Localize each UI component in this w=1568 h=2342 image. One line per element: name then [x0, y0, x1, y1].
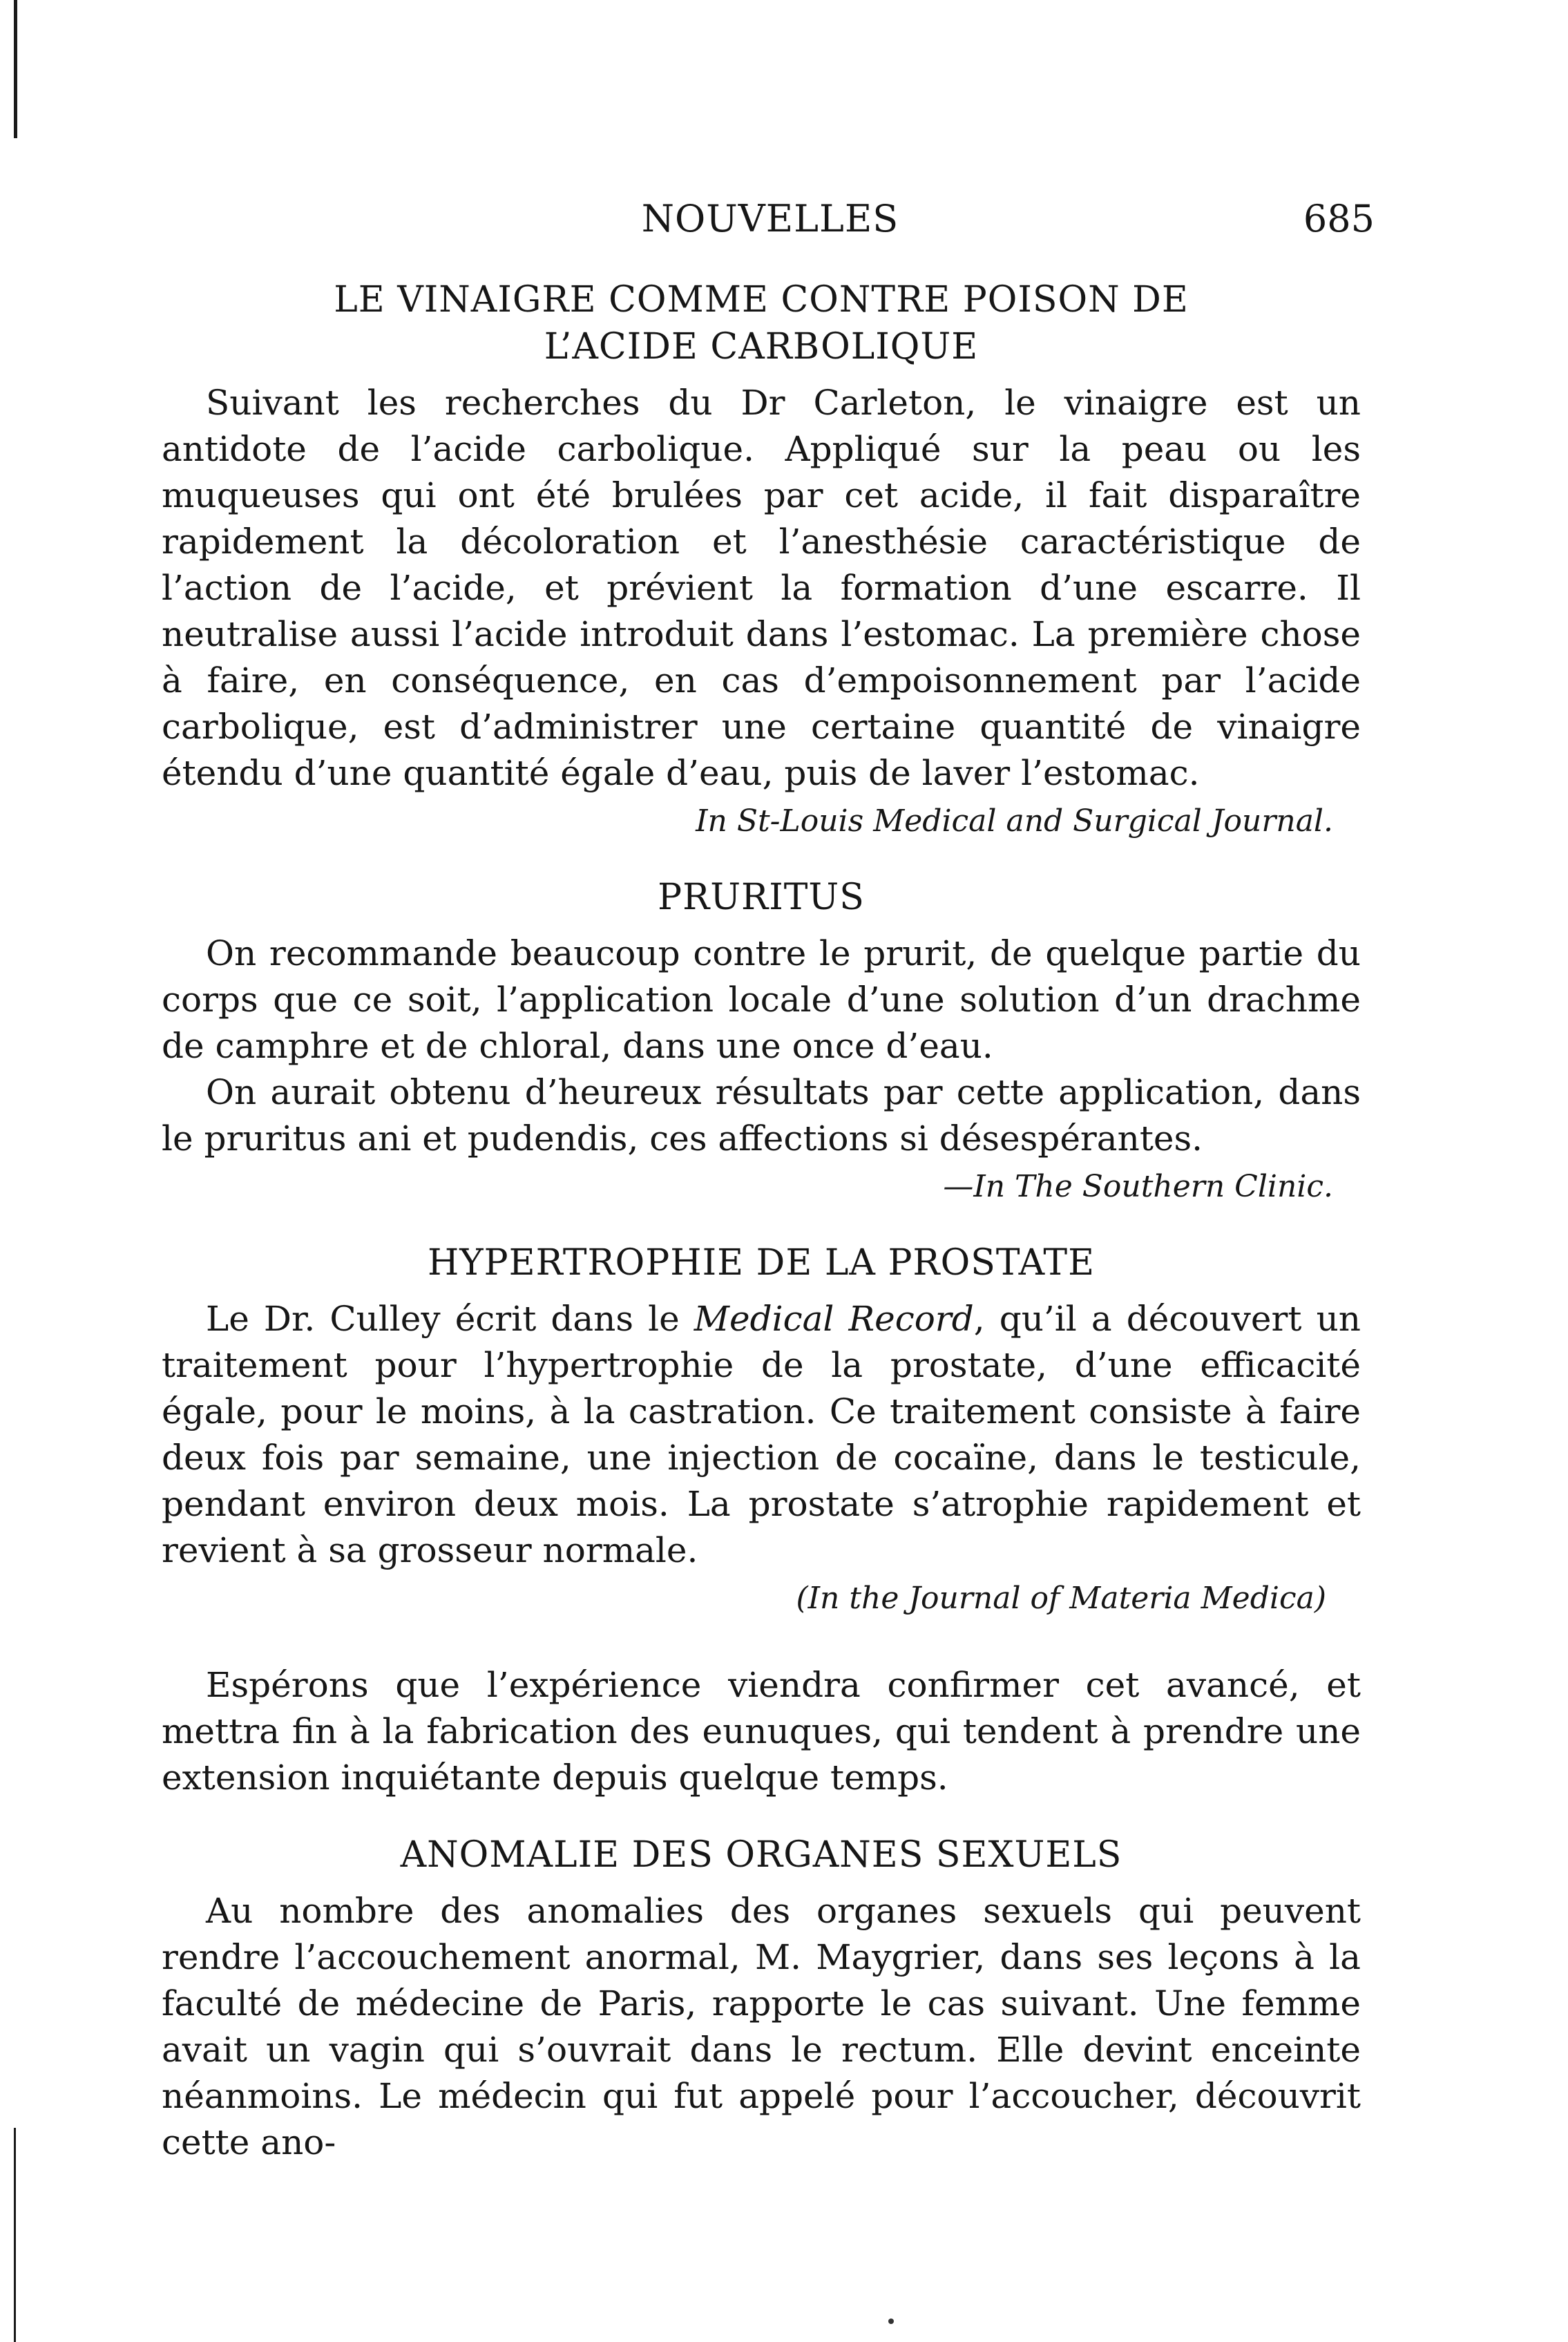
page-content — [162, 276, 1361, 2166]
article-source: (In the Journal of Materia Medica) — [796, 1581, 1326, 1616]
article-title-line-2: L’ACIDE CARBOLIQUE — [544, 326, 979, 368]
article-paragraph: Suivant les recherches du Dr Carleton, le vinaigre est un antidote de l’acide carbolique. Appliqué sur la peau ou les muqueuses qui ont été brulées par cet acide, il fait disparaître rapidement la décoloration et l’anesthésie caractéristique de l’action de l’acide, et prévient la formation d’une escarre. Il neutralise aussi l’acide introduit dans l’estomac. La première chose à faire, en conséquence, en cas d’empoisonnement par l’acide carbolique, est d’administrer une certaine quantité de vinaigre étendu d’une quantité égale d’eau, puis de laver l’estomac. — [162, 383, 1361, 793]
para-text: , qu’il a découvert un traitement pour l’hypertrophie de la prostate, d’une efficacité égale, pour le moins, à la castration. Ce traitement consiste à faire deux fois par semaine, une injection de cocaïne, dans le testicule, pendant environ deux mois. La prostate s’atrophie rapidement et revient à sa grosseur normale. — [162, 1299, 1361, 1570]
article-pruritus — [162, 874, 1361, 1209]
editorial-comment: Espérons que l’expérience viendra confirmer cet avancé, et mettra fin à la fabrication des eunuques, qui tendent à prendre une extension inquiétante depuis quelque temps. — [162, 1665, 1361, 1798]
article-source: —In The Southern Clinic. — [943, 1169, 1333, 1204]
article-paragraph — [162, 1296, 1361, 1574]
journal-name: Medical Record — [694, 1299, 974, 1339]
article-title: ANOMALIE DES ORGANES SEXUELS — [400, 1834, 1122, 1876]
article-prostate — [162, 1239, 1361, 1801]
running-head-title: NOUVELLES — [641, 197, 899, 240]
article-title — [162, 276, 1361, 370]
print-speck — [888, 2319, 894, 2324]
article-paragraph: On recommande beaucoup contre le prurit, de quelque partie du corps que ce soit, l’application locale d’une solution d’un drachme de camphre et de chloral, dans une once d’eau. — [162, 933, 1361, 1066]
article-title: PRURITUS — [658, 877, 865, 918]
article-title: HYPERTROPHIE DE LA PROSTATE — [427, 1242, 1096, 1284]
binding-edge-top — [14, 0, 17, 138]
article-paragraph: On aurait obtenu d’heureux résultats par cette application, dans le pruritus ani et pudendis, ces affections si désespérantes. — [162, 1072, 1361, 1159]
article-source: In St-Louis Medical and Surgical Journal. — [696, 803, 1333, 839]
article-anomalie — [162, 1831, 1361, 2166]
article-title-line-1: LE VINAIGRE COMME CONTRE POISON DE — [334, 279, 1189, 321]
page-number: 685 — [1303, 197, 1375, 240]
binding-edge-bottom — [14, 2128, 16, 2342]
article-paragraph: Au nombre des anomalies des organes sexuels qui peuvent rendre l’accouchement anormal, M. Maygrier, dans ses leçons à la faculté de médecine de Paris, rapporte le cas suivant. Une femme avait un vagin qui s’ouvrait dans le rectum. Elle devint enceinte néanmoins. Le médecin qui fut appelé pour l’accoucher, découvrit cette ano- — [162, 1891, 1361, 2162]
article-vinaigre — [162, 276, 1361, 844]
running-head — [166, 197, 1375, 245]
para-text: Le Dr. Culley écrit dans le — [206, 1299, 694, 1339]
